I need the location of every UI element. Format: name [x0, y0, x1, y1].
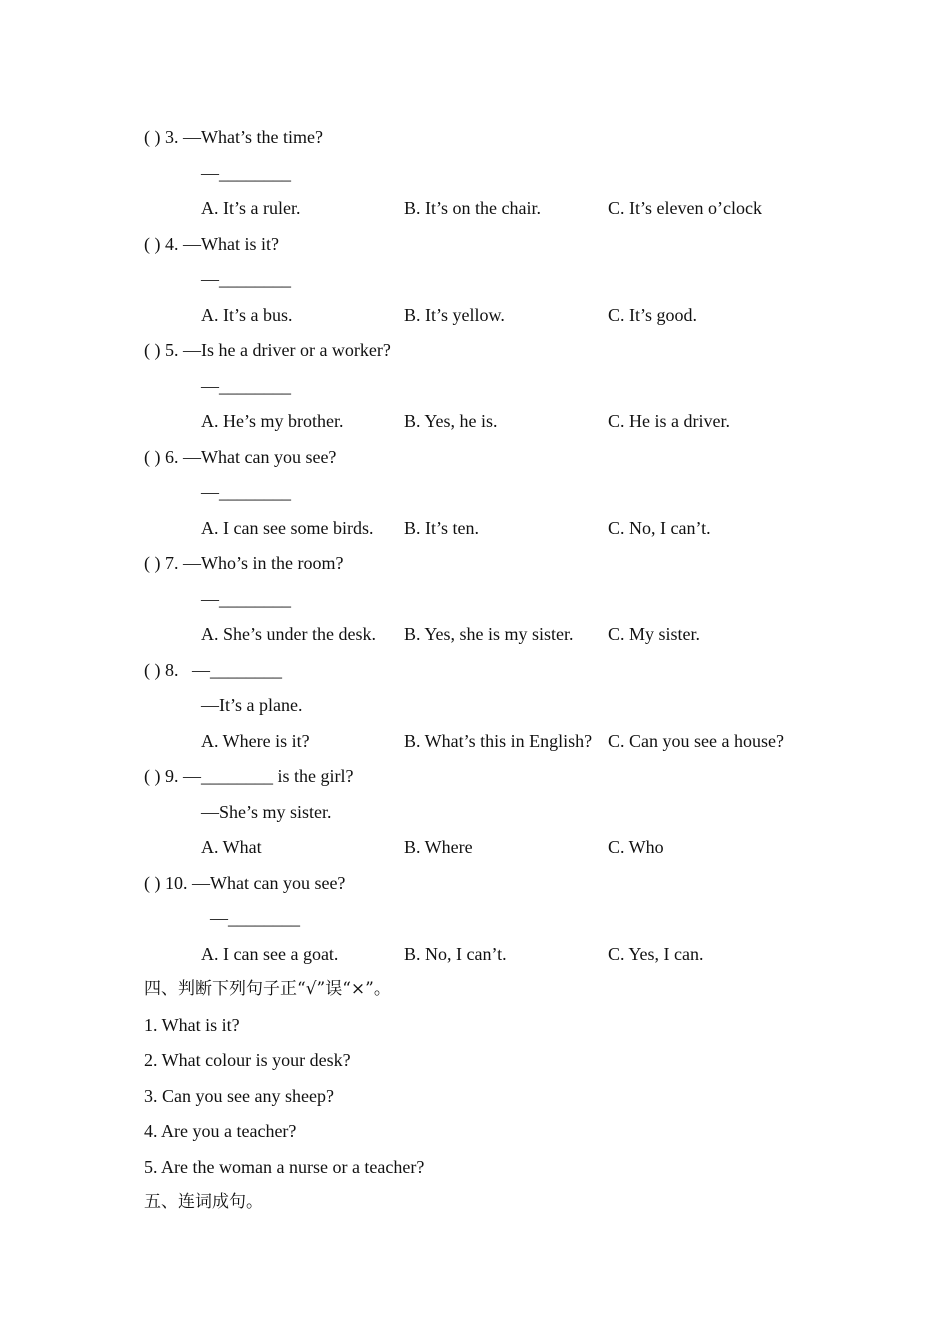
- question-10-answer-blank: —________: [210, 908, 300, 928]
- section-4-item-5: 5. Are the woman a nurse or a teacher?: [144, 1157, 425, 1177]
- question-5-option-c: C. He is a driver.: [608, 411, 730, 431]
- question-9-option-a: A. What: [201, 837, 262, 857]
- question-10-stem: ( ) 10. —What can you see?: [144, 873, 346, 893]
- question-8-option-c: C. Can you see a house?: [608, 731, 784, 751]
- question-7-option-b: B. Yes, she is my sister.: [404, 624, 574, 644]
- question-9-stem: ( ) 9. —________ is the girl?: [144, 766, 354, 786]
- question-4-answer-blank: —________: [201, 269, 291, 289]
- question-4-option-b: B. It’s yellow.: [404, 305, 505, 325]
- section-4-item-1: 1. What is it?: [144, 1015, 240, 1035]
- question-6-stem: ( ) 6. —What can you see?: [144, 447, 337, 467]
- question-6-option-c: C. No, I can’t.: [608, 518, 711, 538]
- question-7-answer-blank: —________: [201, 589, 291, 609]
- question-8-stem: ( ) 8. —________: [144, 660, 282, 680]
- question-10-option-c: C. Yes, I can.: [608, 944, 704, 964]
- question-5-option-a: A. He’s my brother.: [201, 411, 344, 431]
- section-4-item-2: 2. What colour is your desk?: [144, 1050, 351, 1070]
- question-10-option-a: A. I can see a goat.: [201, 944, 339, 964]
- section-4-item-4: 4. Are you a teacher?: [144, 1121, 297, 1141]
- question-3-option-c: C. It’s eleven o’clock: [608, 198, 762, 218]
- question-7-option-a: A. She’s under the desk.: [201, 624, 376, 644]
- question-3-option-a: A. It’s a ruler.: [201, 198, 301, 218]
- question-3-option-b: B. It’s on the chair.: [404, 198, 541, 218]
- question-4-option-c: C. It’s good.: [608, 305, 698, 325]
- question-9-response: —She’s my sister.: [201, 802, 332, 822]
- question-8-option-a: A. Where is it?: [201, 731, 310, 751]
- question-4-option-a: A. It’s a bus.: [201, 305, 293, 325]
- question-5-answer-blank: —________: [201, 376, 291, 396]
- question-8-option-b: B. What’s this in English?: [404, 731, 593, 751]
- question-9-option-b: B. Where: [404, 837, 473, 857]
- question-3-answer-blank: —________: [201, 163, 291, 183]
- question-6-answer-blank: —________: [201, 482, 291, 502]
- question-8-response: —It’s a plane.: [201, 695, 303, 715]
- question-6-option-a: A. I can see some birds.: [201, 518, 374, 538]
- question-7-option-c: C. My sister.: [608, 624, 701, 644]
- question-3-stem: ( ) 3. —What’s the time?: [144, 127, 323, 147]
- question-9-option-c: C. Who: [608, 837, 664, 857]
- question-7-stem: ( ) 7. —Who’s in the room?: [144, 553, 344, 573]
- question-10-option-b: B. No, I can’t.: [404, 944, 507, 964]
- section-4-title: 四、判断下列句子正“√”误“×”。: [144, 979, 391, 999]
- question-6-option-b: B. It’s ten.: [404, 518, 479, 538]
- question-4-stem: ( ) 4. —What is it?: [144, 234, 279, 254]
- section-4-item-3: 3. Can you see any sheep?: [144, 1086, 334, 1106]
- question-5-stem: ( ) 5. —Is he a driver or a worker?: [144, 340, 391, 360]
- question-5-option-b: B. Yes, he is.: [404, 411, 498, 431]
- section-5-title: 五、连词成句。: [144, 1192, 263, 1212]
